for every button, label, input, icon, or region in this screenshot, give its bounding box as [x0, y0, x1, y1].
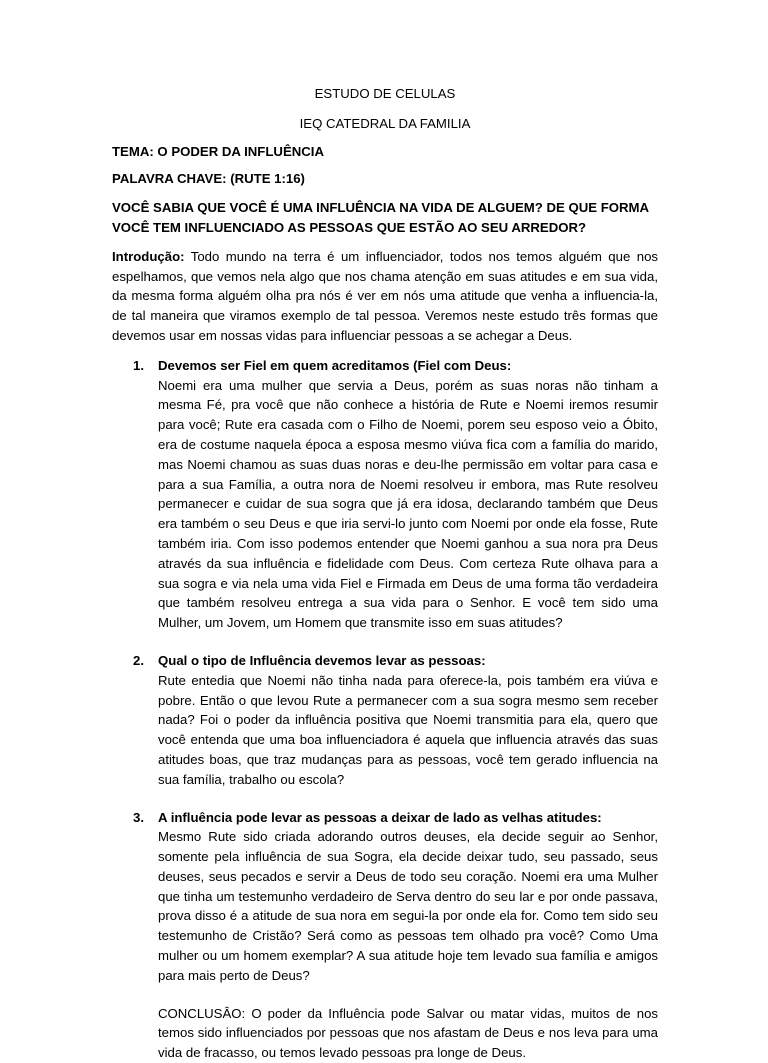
- study-points-list: [112, 356, 658, 986]
- intro-text: Todo mundo na terra é um influenciador, todos nos temos alguém que nos espelhamos, que vemos nela algo que nos chama atenção em suas atitudes e em sua vida, da mesma forma alguém olha pra nós é ver em nós uma atitude que venha a influencia-la, de tal maneira que viramos exemplo de tal pessoa. Veremos neste estudo três formas que devemos usar em nossas vidas para influenciar pessoas a se achegar a Deus.: [112, 248, 658, 343]
- study-point-1: [112, 356, 658, 633]
- document-content: [112, 84, 658, 1063]
- study-point-body: Rute entedia que Noemi não tinha nada para oferece-la, pois também era viúva e pobre. Então o que levou Rute a permanecer com a sua sogra mesmo sem receber nada? Foi o poder da influência positiva que Noemi transmitia para ela, quero que você entenda que uma boa influenciadora é aquela que influencia através das suas atitudes boas, que traz mudanças para as pessoas, você tem gerado influencia na sua família, trabalho ou escola?: [158, 672, 658, 787]
- study-point-body: Noemi era uma mulher que servia a Deus, porém as suas noras não tinham a mesma Fé, pra você que não conhece a história de Rute e Noemi iremos resumir para você; Rute era casada com o Filho de Noemi, porem seu esposo veio a Óbito, era de costume naquela época a esposa mesmo viúva fica com a família do marido, mas Noemi chamou as suas duas noras e deu-lhe permissão em voltar para casa e para a sua Família, a outra nora de Noemi resolveu ir embora, mas Rute resolveu permanecer e cuidar de sua sogra que já era idosa, declarando também que Deus era também o seu Deus e que iria servi-lo junto com Noemi por onde ela fosse, Rute também iria. Com isso podemos entender que Noemi ganhou a sua nora pra Deus através da sua influência e fidelidade com Deus. Com certeza Rute olhava para a sua sogra e via nela uma vida Fiel e Firmada em Deus de uma forma tão verdadeira que também resolveu entrega a sua vida para o Senhor. E você tem sido uma Mulher, um Jovem, um Homem que transmite isso em suas atitudes?: [158, 377, 658, 631]
- study-point-title: Devemos ser Fiel em quem acreditamos (Fiel com Deus:: [158, 357, 512, 373]
- document-subtitle: IEQ CATEDRAL DA FAMILIA: [299, 115, 471, 131]
- study-point-title: Qual o tipo de Influência devemos levar as pessoas:: [158, 652, 486, 668]
- study-point-title: A influência pode levar as pessoas a deixar de lado as velhas atitudes:: [158, 809, 602, 825]
- document-title: ESTUDO DE CELULAS: [314, 86, 456, 101]
- conclusion-paragraph: CONCLUSÂO: O poder da Influência pode Salvar ou matar vidas, muitos de nos temos sido influenciados por pessoas que nos afastam de Deus e nos leva para uma vida de fracasso, ou temos levado pessoas pra longe de Deus.: [158, 1005, 658, 1061]
- study-point-body: Mesmo Rute sido criada adorando outros deuses, ela decide seguir ao Senhor, somente pela influência de sua Sogra, ela decide deixar tudo, seu passado, seus deuses, seus pecados e servir a Deus de todo seu coração. Noemi era uma Mulher que tinha um testemunho verdadeiro de Serva dentro do seu lar e por onde passava, prova disso é a atitude de sua nora em segui-la por onde ela for. Como tem sido seu testemunho de Cristão? Será como as pessoas tem olhado pra você? Como Uma mulher ou um homem exemplar? A sua atitude hoje tem levado sua família e amigos para mais perto de Deus?: [158, 829, 658, 983]
- opening-question: VOCÊ SABIA QUE VOCÊ É UMA INFLUÊNCIA NA VIDA DE ALGUEM? DE QUE FORMA VOCÊ TEM INFLUENCIADO AS PESSOAS QUE ESTÃO AO SEU ARREDOR?: [112, 200, 649, 235]
- study-point-number: 2.: [133, 652, 144, 668]
- study-point-2: [112, 651, 658, 790]
- tema-heading: TEMA: O PODER DA INFLUÊNCIA: [112, 143, 324, 159]
- study-point-number: 1.: [133, 357, 144, 373]
- study-point-3: [112, 808, 658, 986]
- intro-label: Introdução:: [112, 248, 185, 264]
- intro-paragraph: [112, 247, 658, 346]
- palavra-chave-heading: PALAVRA CHAVE: (RUTE 1:16): [112, 171, 305, 187]
- study-point-number: 3.: [133, 809, 144, 825]
